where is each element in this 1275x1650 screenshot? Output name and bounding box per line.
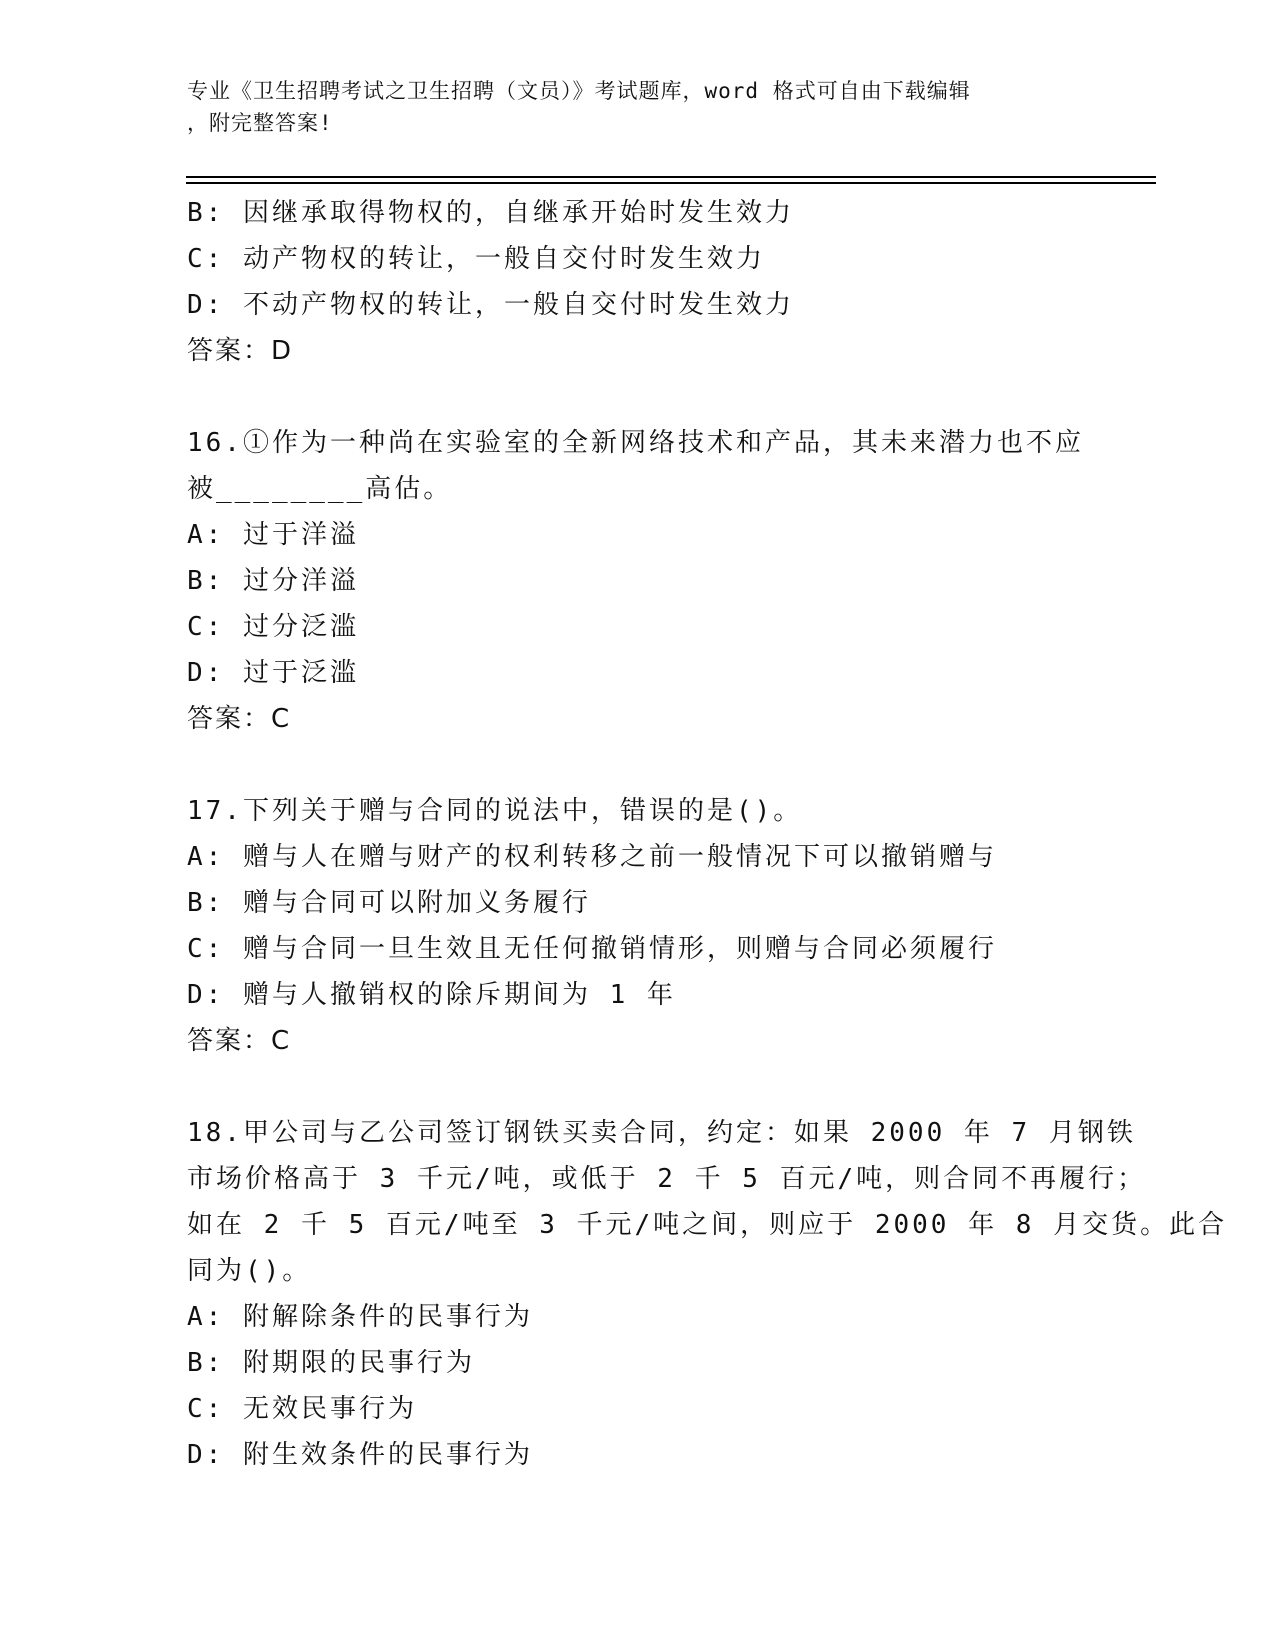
header-divider-bottom [186,182,1156,184]
question-17 [187,788,1087,1064]
question-stem: 16.①作为一种尚在实验室的全新网络技术和产品，其未来潜力也不应 [187,428,1084,458]
option-b: B: 赠与合同可以附加义务履行 [187,888,591,918]
option-b: B: 附期限的民事行为 [187,1348,475,1378]
option-d: D: 过于泛滥 [187,658,359,688]
document-header [187,75,1067,139]
question-stem: 市场价格高于 3 千元/吨，或低于 2 千 5 百元/吨，则合同不再履行； [187,1164,1147,1194]
option-c: C: 赠与合同一旦生效且无任何撤销情形，则赠与合同必须履行 [187,934,997,964]
option-c: C: 动产物权的转让，一般自交付时发生效力 [187,244,765,274]
option-b: B: 过分洋溢 [187,566,359,596]
question-stem: 如在 2 千 5 百元/吨至 3 千元/吨之间，则应于 2000 年 8 月交货。此合 [187,1210,1228,1240]
spacer [187,374,1087,420]
header-divider-top [186,176,1156,178]
question-18 [187,1110,1228,1478]
header-line-1: 专业《卫生招聘考试之卫生招聘（文员）》考试题库，word 格式可自由下载编辑 [187,79,971,103]
option-c: C: 无效民事行为 [187,1394,417,1424]
question-stem: 18.甲公司与乙公司签订钢铁买卖合同，约定：如果 2000 年 7 月钢铁 [187,1118,1136,1148]
question-content [187,190,1228,1478]
option-a: A: 过于洋溢 [187,520,359,550]
option-d: D: 附生效条件的民事行为 [187,1440,533,1470]
question-16 [187,420,1087,742]
answer-line: 答案：C [187,704,292,734]
answer-line: 答案：C [187,1026,292,1056]
question-stem: 被________高估。 [187,474,453,504]
spacer [187,742,1087,788]
option-c: C: 过分泛滥 [187,612,359,642]
option-d: D: 赠与人撤销权的除斥期间为 1 年 [187,980,676,1010]
option-a: A: 赠与人在赠与财产的权利转移之前一般情况下可以撤销赠与 [187,842,997,872]
question-stem: 同为()。 [187,1256,312,1286]
option-a: A: 附解除条件的民事行为 [187,1302,533,1332]
question-stem: 17.下列关于赠与合同的说法中，错误的是()。 [187,796,803,826]
option-b: B: 因继承取得物权的，自继承开始时发生效力 [187,198,794,228]
spacer [187,1064,1087,1110]
option-d: D: 不动产物权的转让，一般自交付时发生效力 [187,290,794,320]
header-line-2: ，附完整答案! [187,111,333,135]
question-15 [187,190,1087,374]
answer-line: 答案：D [187,336,294,366]
